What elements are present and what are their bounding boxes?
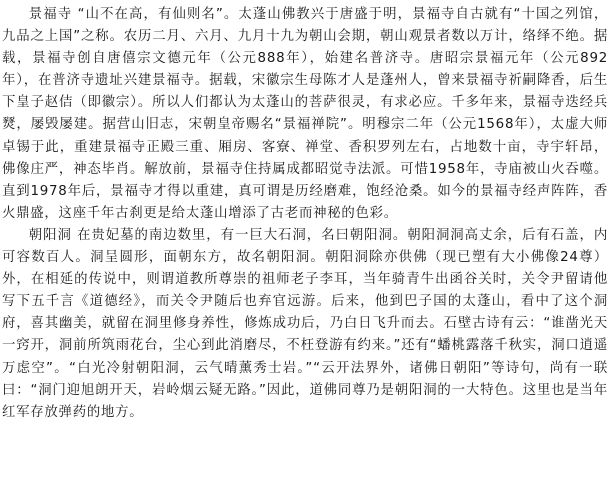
paragraph-chaoyang-cave: 朝阳洞 在贵妃墓的南边数里，有一巨大石洞，名曰朝阳洞。朝阳洞洞高丈余，后有石盖，内可容数百人。洞呈圆形，面朝东方，故名朝阳洞。朝阳洞除亦供佛（现已塑有大小佛像24尊）外，在相延的传说中，则谓道教所尊崇的祖师老子李耳，当年骑青牛出函谷关时，关令尹留请他写下五千言《道德经》，而关令尹随后也弃官远游。后来，他到巴子国的太蓬山，看中了这个洞府，喜其幽美，就留在洞里修身养性，修炼成功后，乃白日飞升而去。石壁古诗有云：“谁凿光天一窍开，洞前所筑雨花台，尘心到此消磨尽，不枉登游有约来。”还有“蟠桃露落千秋实，洞口逍遥万虑空”。“白光冷射朝阳洞，云气晴薰秀士岩。”“云开法界外，诸佛日朝阳”等诗句，尚有一联曰：“洞门迎旭朗开天，岩岭烟云疑无路。”因此，道佛同尊乃是朝阳洞的一大特色。这里也是当年红军存放弹药的地方。 — [2, 227, 608, 420]
paragraph-jingfu-temple: 景福寺 “山不在高，有仙则名”。太蓬山佛教兴于唐盛于明，景福寺自古就有“十国之列馆，九品之上国”之称。农历二月、六月、九月十九为朝山会期，朝山观景者数以万计，络绎不绝。据载，景福寺创自唐僖宗文德元年（公元888年），始建名普济寺。唐昭宗景福元年（公元892年），在普济寺遗址兴建景福寺。据载，宋徽宗生母陈才人是蓬州人，曾来景福寺祈嗣降香，后生下皇子赵佶（即徽宗）。所以人们都认为太蓬山的菩萨很灵，有求必应。千多年来，景福寺迭经兵燹，屡毁屡建。据营山旧志，宋朝皇帝赐名“景福禅院”。明穆宗二年（公元1568年），太虚大师卓锡于此，重建景福寺正殿三重、厢房、客寮、禅堂、香积罗列左右，占地数十亩，寺宇轩昂，佛像庄严，神态毕肖。解放前，景福寺住持属成都昭觉寺法派。可惜1958年，寺庙被山火吞噬。直到1978年后，景福寺才得以重建，真可谓是历经磨难，饱经沧桑。如今的景福寺经声阵阵，香火鼎盛，这座千年古刹更是给太蓬山增添了古老而神秘的色彩。 — [2, 7, 608, 221]
